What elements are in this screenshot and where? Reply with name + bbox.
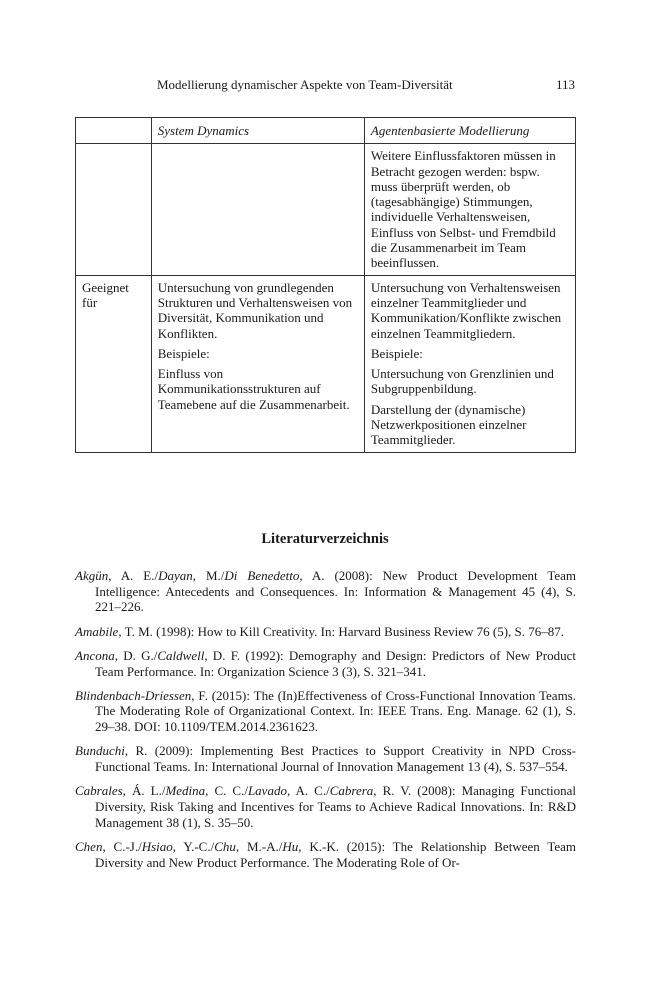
cell-paragraph: Darstellung der (dynamische) Netzwerkpositionen einzelner Teammitglieder. xyxy=(370,401,527,448)
cell-paragraph: Beispiele: xyxy=(157,345,210,361)
table-cell-label: Geeignet für xyxy=(76,275,152,452)
cell-paragraph: Untersuchung von grundlegenden Strukturen und Verhaltensweisen von Diversität, Kommunikation und Konflikten. xyxy=(157,279,353,341)
table-row xyxy=(76,275,576,452)
comparison-table xyxy=(75,117,576,453)
reference-item: Blindenbach-Driessen, F. (2015): The (In)Effectiveness of Cross-Functional Innovation Teams. The Moderating Role of Organizational Context. In: IEEE Trans. Eng. Manage. 62 (1), S. 29–38. DOI: 10.1109/TEM.2014.2361623. xyxy=(75,687,576,735)
reference-item: Bunduchi, R. (2009): Implementing Best Practices to Support Creativity in NPD Cross-Functional Teams. In: International Journal of Innovation Management 13 (4), S. 537–554. xyxy=(75,743,576,775)
reference-item: Amabile, T. M. (1998): How to Kill Creativity. In: Harvard Business Review 76 (5), S. 76–87. xyxy=(75,623,565,639)
table-cell-agent-based: Weitere Einflussfaktoren müssen in Betracht gezogen werden: bspw. muss überprüft werden, ob (tagesabhängige) Stimmungen, individuelle Verhaltensweisen, Einfluss von Selbst- und Fremdbild die Zusammenarbeit im Team beeinflussen. xyxy=(364,144,575,275)
table-row xyxy=(76,144,576,275)
reference-item: Ancona, D. G./Caldwell, D. F. (1992): Demography and Design: Predictors of New Product Team Performance. In: Organization Science 3 (3), S. 321–341. xyxy=(75,647,576,679)
reference-item: Akgün, A. E./Dayan, M./Di Benedetto, A. (2008): New Product Development Team Intelligence: Antecedents and Consequences. In: Information & Management 45 (4), S. 221–226. xyxy=(75,568,576,615)
table-cell-system-dynamics xyxy=(151,275,364,452)
running-head-title: Modellierung dynamischer Aspekte von Team-Diversität xyxy=(157,77,453,92)
reference-item: Cabrales, Á. L./Medina, C. C./Lavado, A. C./Cabrera, R. V. (2008): Managing Functional Diversity, Risk Taking and Incentives for Teams to Achieve Radical Innovations. In: R&D Management 38 (1), S. 35–50. xyxy=(75,783,576,830)
table-header-agent-based: Agentenbasierte Modellierung xyxy=(364,118,575,144)
cell-paragraph: Beispiele: xyxy=(370,345,423,361)
cell-paragraph: Untersuchung von Grenzlinien und Subgruppenbildung. xyxy=(370,366,554,397)
reference-item: Chen, C.-J./Hsiao, Y.-C./Chu, M.-A./Hu, K.-K. (2015): The Relationship Between Team Diversity and New Product Performance. The Moderating Role of Or- xyxy=(75,838,577,870)
table-header-row xyxy=(76,118,576,144)
table-header-empty xyxy=(76,118,152,144)
page-number: 113 xyxy=(555,77,575,92)
references-list xyxy=(75,568,576,879)
table-cell-system-dynamics xyxy=(151,144,364,275)
table-cell-agent-based xyxy=(364,275,575,452)
table-header-system-dynamics: System Dynamics xyxy=(151,118,364,144)
cell-paragraph: Einfluss von Kommunikationsstrukturen auf Teamebene auf die Zusammenarbeit. xyxy=(157,366,350,412)
cell-paragraph: Untersuchung von Verhaltensweisen einzelner Teammitglieder und Kommunikation/Konflikte zwischen einzelnen Teammitgliedern. xyxy=(370,279,562,341)
references-title: Literaturverzeichnis xyxy=(261,531,389,547)
table-cell-label xyxy=(76,144,152,275)
